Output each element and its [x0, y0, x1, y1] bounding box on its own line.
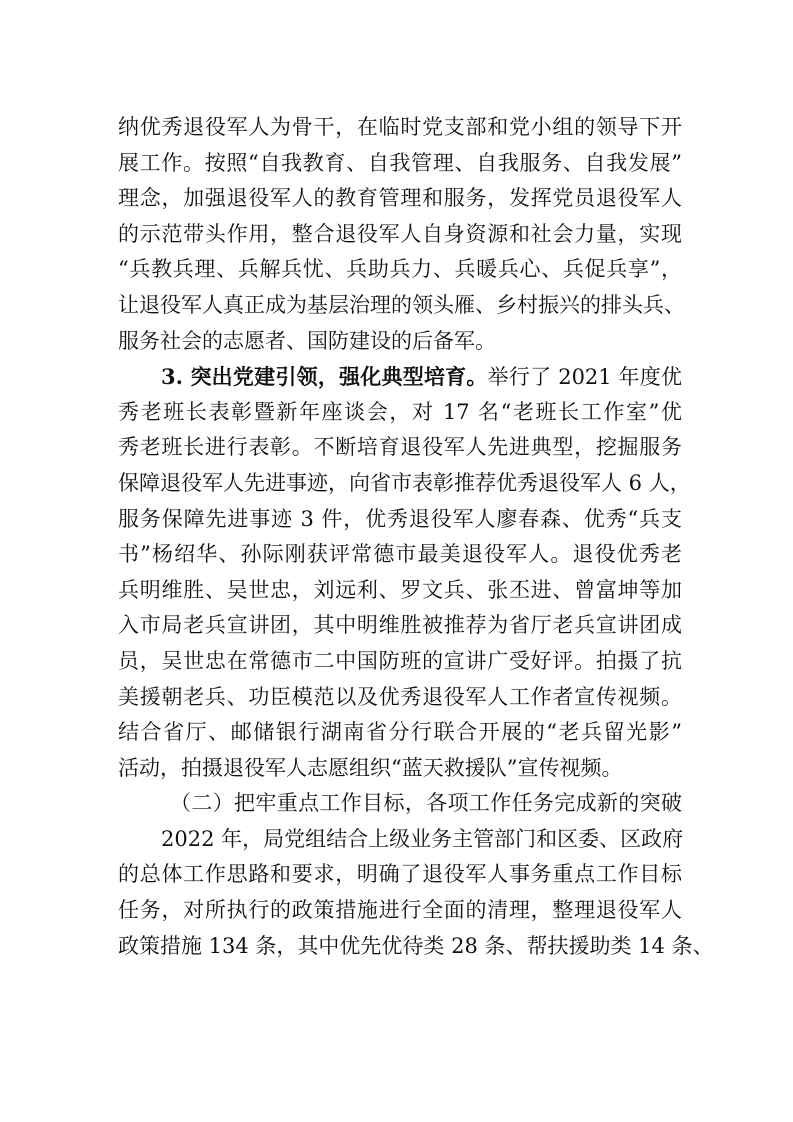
text-line: 理念，加强退役军人的教育管理和服务，发挥党员退役军人: [118, 186, 682, 211]
text-line: 秀老班长表彰暨新年座谈会，对 17 名“老班长工作室”优: [118, 399, 682, 424]
text-line: 入市局老兵宣讲团，其中明维胜被推荐为省厅老兵宣讲团成: [118, 613, 682, 638]
section-lead-bold: 3. 突出党建引领，强化典型培育。: [161, 364, 488, 390]
document-page: [118, 110, 714, 964]
section-heading: （二）把牢重点工作目标，各项工作任务完成新的突破: [170, 791, 682, 816]
text-line: 的总体工作思路和要求，明确了退役军人事务重点工作目标: [118, 862, 682, 887]
text-fragment: 举行了 2021 年度优: [487, 365, 682, 390]
text-line: 结合省厅、邮储银行湖南省分行联合开展的“老兵留光影”: [118, 720, 682, 745]
text-line: 纳优秀退役军人为骨干，在临时党支部和党小组的领导下开: [118, 115, 682, 139]
paragraph-typical-cultivation: [118, 359, 691, 786]
text-line: 的示范带头作用，整合退役军人自身资源和社会力量，实现: [118, 221, 682, 246]
text-line: 秀老班长进行表彰。不断培育退役军人先进典型，挖掘服务: [118, 435, 682, 460]
text-line: 服务社会的志愿者、国防建设的后备军。: [118, 328, 496, 353]
text-line: 兵明维胜、吴世忠，刘远利、罗文兵、张丕进、曾富坤等加: [118, 577, 682, 602]
text-line: 美援朝老兵、功臣模范以及优秀退役军人工作者宣传视频。: [118, 684, 682, 709]
text-line: 保障退役军人先进事迹，向省市表彰推荐优秀退役军人 6 人，: [118, 470, 691, 495]
text-line: “兵教兵理、兵解兵忧、兵助兵力、兵暖兵心、兵促兵享”，: [118, 257, 682, 282]
text-line: 员，吴世忠在常德市二中国防班的宣讲广受好评。拍摄了抗: [118, 648, 682, 673]
text-line: 服务保障先进事迹 3 件，优秀退役军人廖春森、优秀“兵支: [118, 506, 682, 531]
text-line: 书”杨绍华、孙际刚获评常德市最美退役军人。退役优秀老: [118, 542, 682, 567]
text-line: 任务，对所执行的政策措施进行全面的清理，整理退役军人: [118, 898, 682, 923]
text-line: 展工作。按照“自我教育、自我管理、自我服务、自我发展”: [118, 150, 682, 175]
paragraph-2022-targets: [118, 822, 714, 964]
text-line: 政策措施 134 条，其中优先优待类 28 条、帮扶援助类 14 条、: [118, 933, 714, 958]
text-line: 活动，拍摄退役军人志愿组织“蓝天救援队”宣传视频。: [118, 755, 623, 780]
text-line: 2022 年，局党组结合上级业务主管部门和区委、区政府: [161, 826, 684, 851]
text-line: [118, 359, 682, 395]
text-line: 让退役军人真正成为基层治理的领头雁、乡村振兴的排头兵、: [118, 292, 685, 317]
paragraph-veterans-role: [118, 110, 685, 359]
